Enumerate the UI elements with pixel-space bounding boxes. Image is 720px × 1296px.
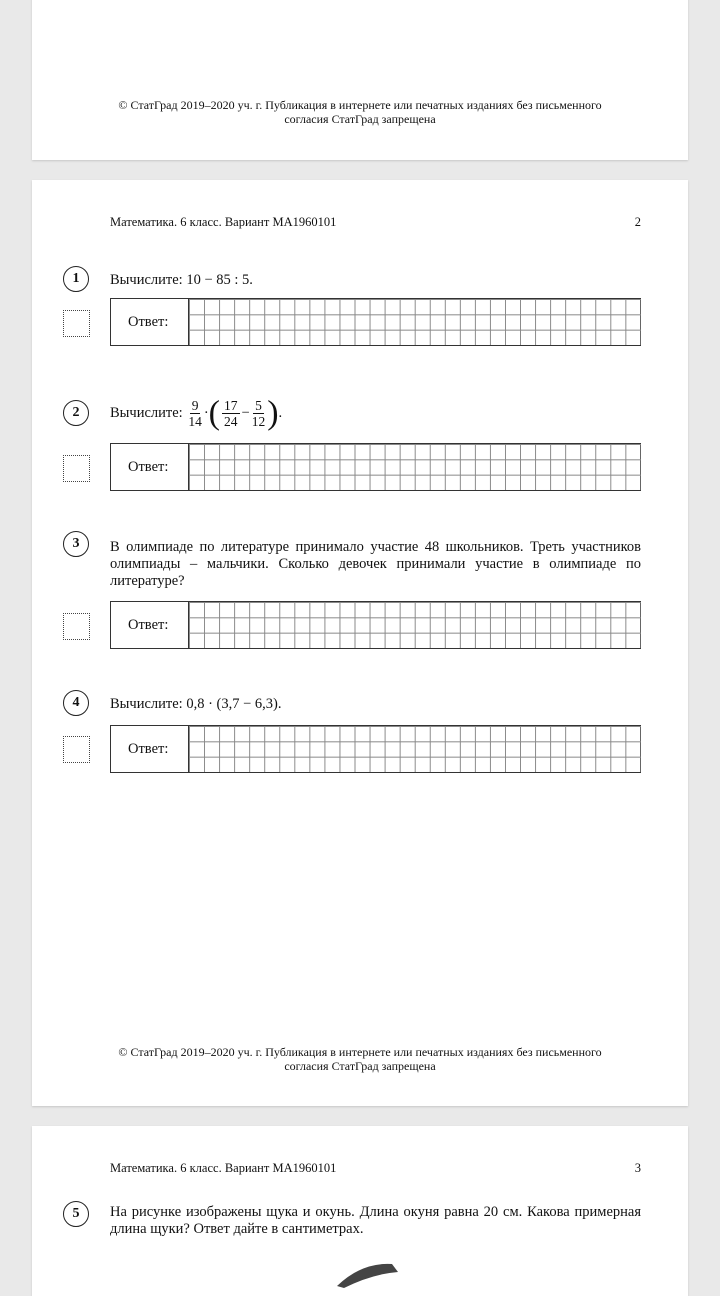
task-4-checkbox[interactable] — [63, 736, 90, 763]
copyright-footer: © СтатГрад 2019–2020 уч. г. Публикация в интернете или печатных изданиях без письменного согласия СтатГрад запрещена — [118, 98, 602, 126]
task-4-question: Вычислите: 0,8 · (3,7 − 6,3). — [110, 696, 282, 712]
task-3-checkbox[interactable] — [63, 613, 90, 640]
page-1 — [32, 0, 688, 160]
task-3-answer-field[interactable] — [110, 601, 641, 649]
answer-label: Ответ: — [128, 741, 169, 757]
task-2-answer-field[interactable] — [110, 443, 641, 491]
task-1-question: Вычислите: 10 − 85 : 5. — [110, 272, 253, 288]
answer-label: Ответ: — [128, 314, 169, 330]
page-header — [110, 215, 641, 230]
copyright-footer: © СтатГрад 2019–2020 уч. г. Публикация в интернете или печатных изданиях без письменного согласия СтатГрад запрещена — [118, 1045, 602, 1073]
task-number-3: 3 — [63, 531, 89, 557]
answer-grid[interactable] — [188, 299, 641, 345]
fraction-17-24: $\frac{17}{24}$ — [224, 398, 238, 430]
page-header — [110, 1161, 641, 1176]
fraction-9-14: $\frac{9}{14}$ — [188, 398, 202, 430]
answer-label: Ответ: — [128, 617, 169, 633]
fish-illustration — [332, 1258, 402, 1288]
task-4-answer-field[interactable] — [110, 725, 641, 773]
task-2-question: Вычислите: $\frac{9}{14}$ ·( $\frac{17}{24}$ − $\frac{5}{12}$ ). — [110, 394, 283, 432]
header-title: Математика. 6 класс. Вариант МА1960101 — [110, 1161, 337, 1175]
task-1-checkbox[interactable] — [63, 310, 90, 337]
task-number-2: 2 — [63, 400, 89, 426]
answer-grid[interactable] — [188, 444, 641, 490]
answer-label: Ответ: — [128, 459, 169, 475]
task-3-question: В олимпиаде по литературе принимало участие 48 школьников. Треть участников олимпиады – мальчики. Сколько девочек принимали участие в олимпиаде по литературе? — [110, 539, 641, 589]
fraction-5-12: $\frac{5}{12}$ — [251, 398, 266, 430]
task-number-5: 5 — [63, 1201, 89, 1227]
page-2 — [32, 180, 688, 1106]
task-number-4: 4 — [63, 690, 89, 716]
task-5-question: На рисунке изображены щука и окунь. Длина окуня равна 20 см. Какова примерная длина щуки? Ответ дайте в сантиметрах. — [110, 1204, 641, 1237]
task-2-checkbox[interactable] — [63, 455, 90, 482]
page-number: 2 — [634, 215, 641, 229]
page-3 — [32, 1126, 688, 1296]
answer-grid[interactable] — [188, 726, 641, 772]
task-1-answer-field[interactable] — [110, 298, 641, 346]
task-number-1: 1 — [63, 266, 89, 292]
answer-grid[interactable] — [188, 602, 641, 648]
header-title: Математика. 6 класс. Вариант МА1960101 — [110, 215, 337, 229]
page-number: 3 — [634, 1161, 641, 1175]
